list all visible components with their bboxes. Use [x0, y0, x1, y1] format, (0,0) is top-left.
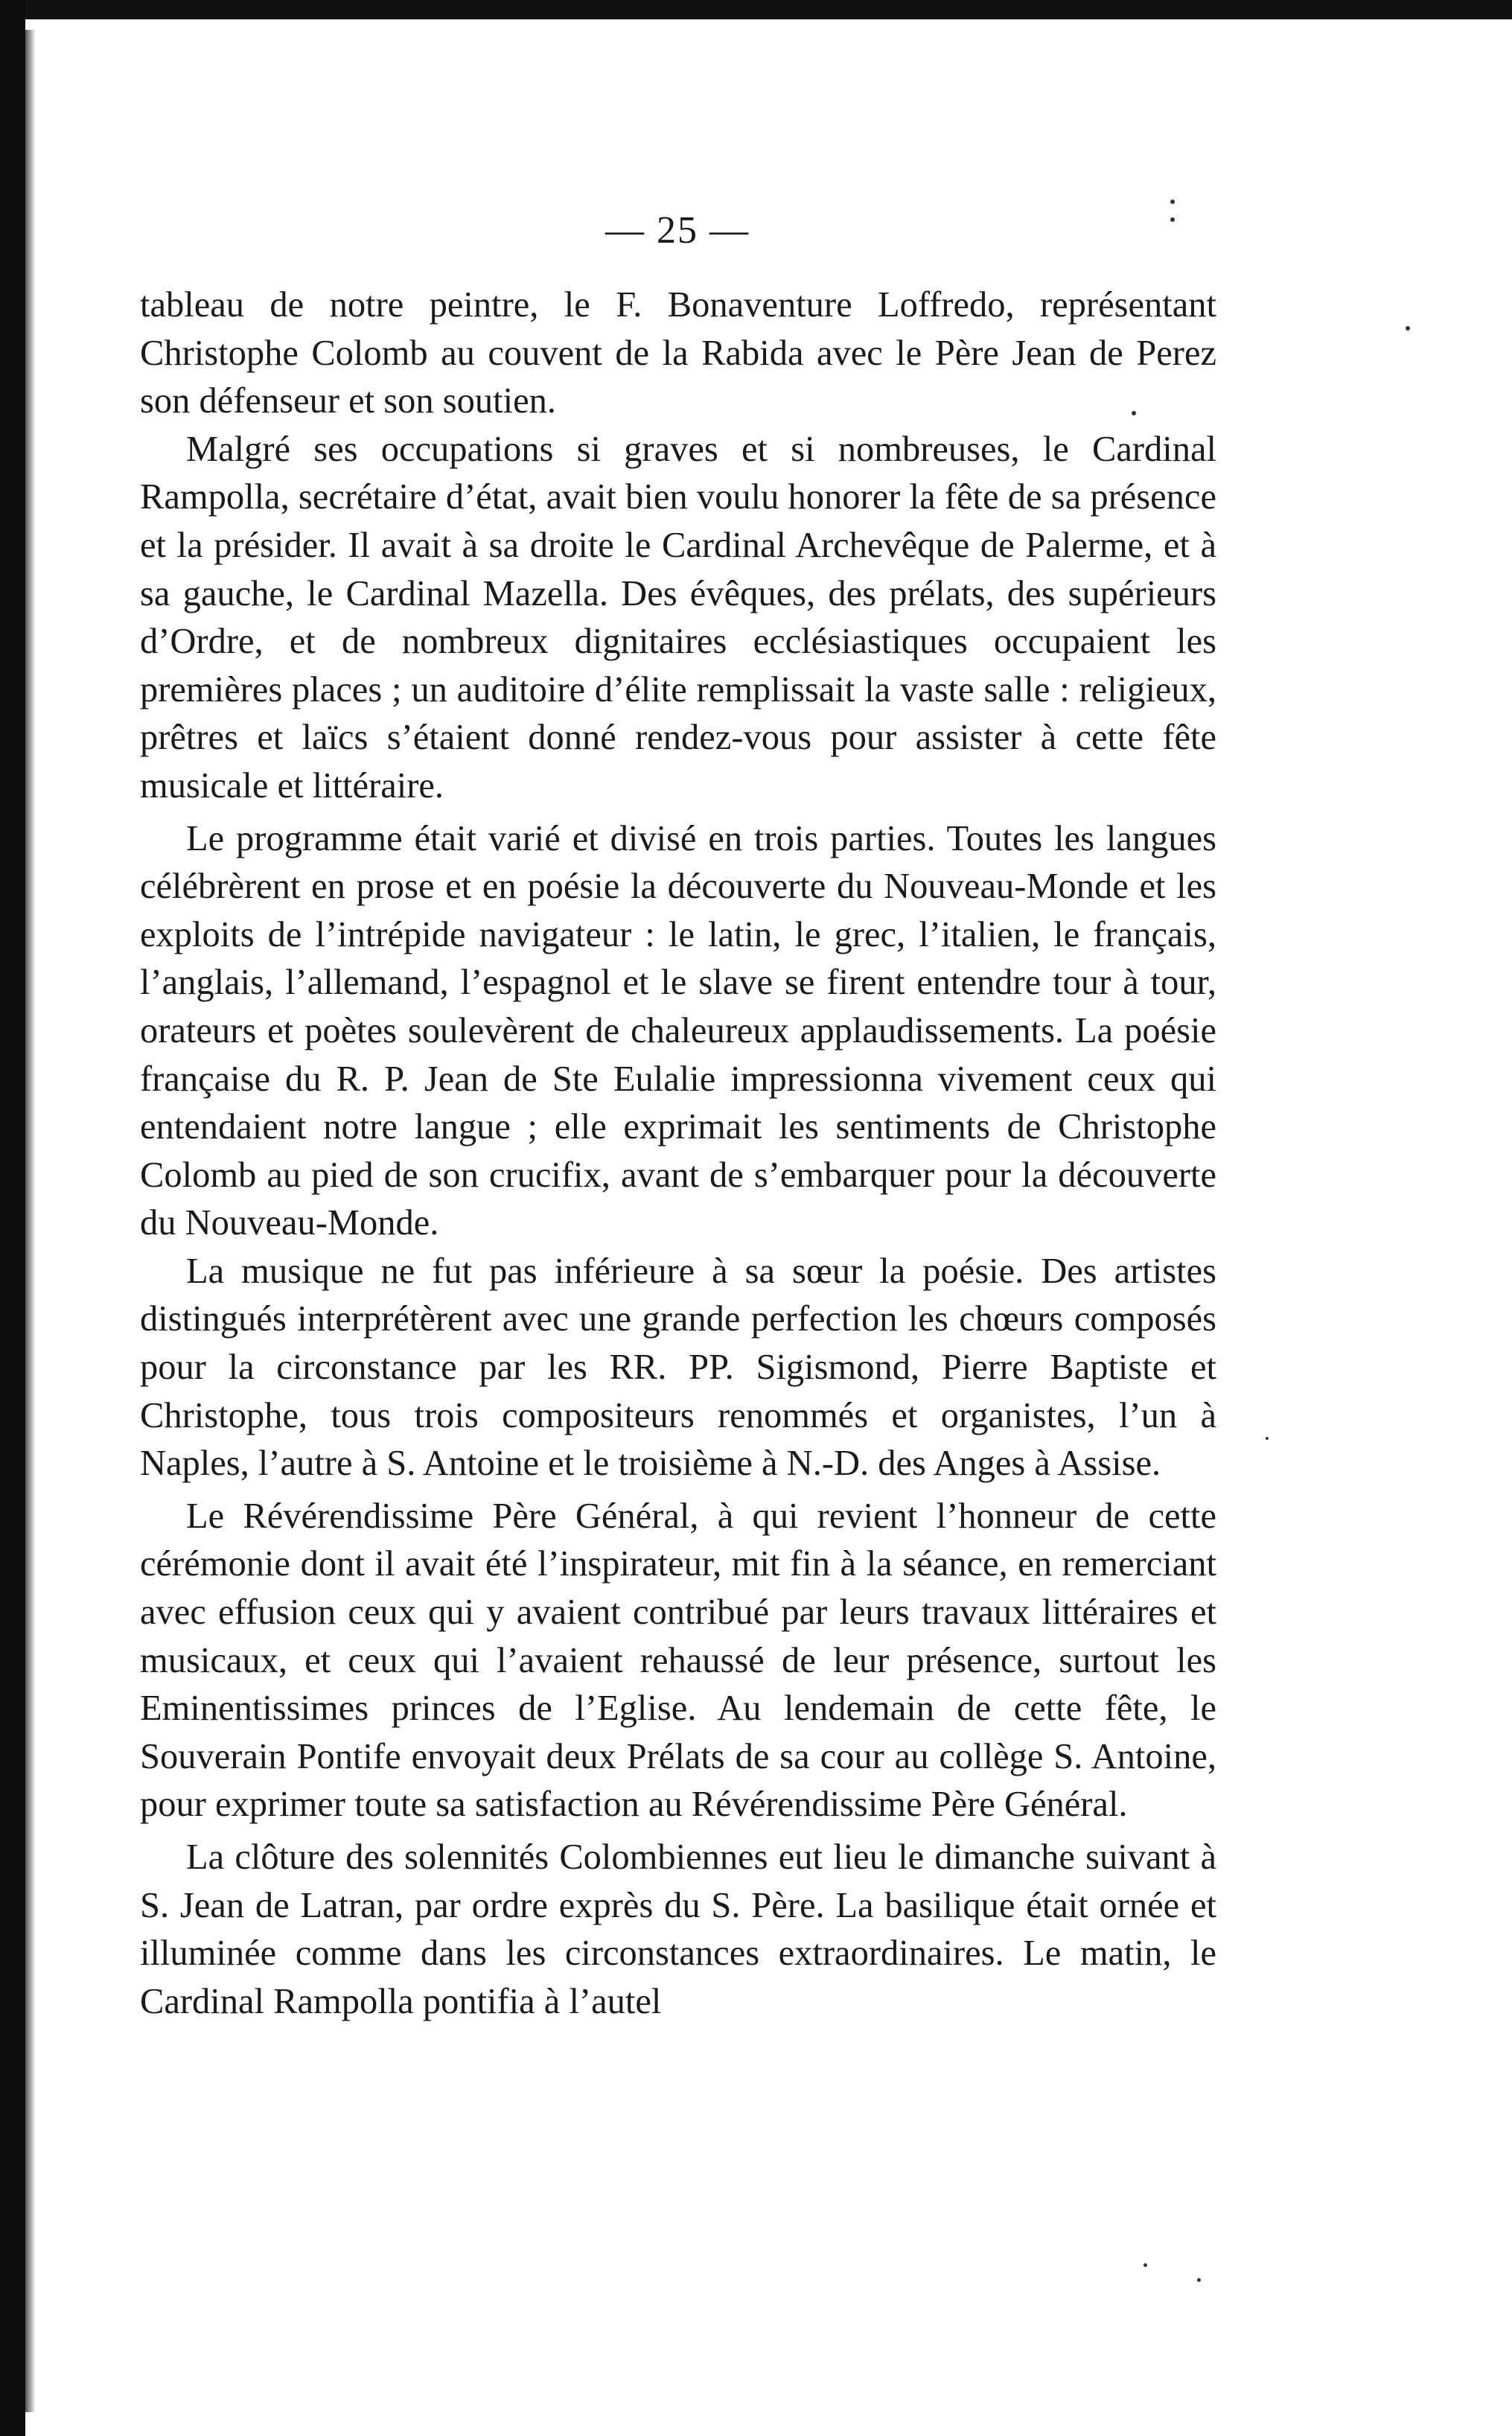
scan-speck	[1143, 2263, 1147, 2267]
scan-left-edge	[0, 0, 25, 2436]
paragraph-musique: La musique ne fut pas inférieure à sa sœur la poésie. Des artistes distingués interprétèrent avec une grande perfection les chœurs composés pour la circonstance par les RR. PP. Sigismond, Pierre Baptiste et Christophe, tous trois compositeurs renommés et organistes, l’un à Naples, l’autre à S. Antoine et le troisième à N.-D. des Anges à Assise.	[140, 1251, 1216, 1484]
page-body	[140, 281, 1216, 2026]
paragraph-cloture: La clôture des solennités Colombiennes eut lieu le dimanche suivant à S. Jean de Latran, par ordre exprès du S. Père. La basilique était ornée et illuminée comme dans les circonstances extraordinaires. Le matin, le Cardinal Rampolla pontifia à l’autel	[140, 1837, 1216, 2021]
scan-speck	[1170, 200, 1175, 204]
paragraph-cardinal-rampolla: Malgré ses occupations si graves et si nombreuses, le Cardinal Rampolla, secrétaire d’état, avait bien voulu honorer la fête de sa présence et la présider. Il avait à sa droite le Cardinal Archevêque de Palerme, et à sa gauche, le Cardinal Mazella. Des évêques, des prélats, des supérieurs d’Ordre, et de nombreux dignitaires ecclésiastiques occupaient les premières places ; un auditoire d’élite remplissait la vaste salle : religieux, prêtres et laïcs s’étaient donné rendez-vous pour assister à cette fête musicale et littéraire.	[140, 429, 1216, 806]
paragraph-continued: tableau de notre peintre, le F. Bonaventure Loffredo, représentant Christophe Colomb au couvent de la Rabida avec le Père Jean de Perez son défenseur et son soutien.	[140, 285, 1216, 421]
scan-speck	[1266, 1437, 1269, 1440]
scan-top-edge	[22, 0, 1512, 19]
paragraph-programme: Le programme était varié et divisé en trois parties. Toutes les langues célébrèrent en prose et en poésie la découverte du Nouveau-Monde et les exploits de l’intrépide navigateur : le latin, le grec, l’italien, le français, l’anglais, l’allemand, l’espagnol et le slave se firent entendre tour à tour, orateurs et poètes soulevèrent de chaleureux applaudissements. La poésie française du R. P. Jean de Ste Eulalie impressionna vivement ceux qui entendaient notre langue ; elle exprimait les sentiments de Christophe Colomb au pied de son crucifix, avant de s’embarquer pour la découverte du Nouveau-Monde.	[140, 818, 1216, 1243]
scan-speck	[1170, 217, 1175, 222]
scan-left-shadow	[25, 30, 36, 2412]
page-number: — 25 —	[605, 209, 750, 252]
scan-speck	[1197, 2278, 1201, 2282]
paragraph-pere-general: Le Révérendissime Père Général, à qui revient l’honneur de cette cérémonie dont il avait été l’inspirateur, mit fin à la séance, en remerciant avec effusion ceux qui y avaient contribué par leurs travaux littéraires et musicaux, et ceux qui l’avaient rehaussé de leur présence, surtout les Eminentissimes princes de l’Eglise. Au lendemain de cette fête, le Souverain Pontife envoyait deux Prélats de sa cour au collège S. Antoine, pour exprimer toute sa satisfaction au Révérendissime Père Général.	[140, 1496, 1216, 1825]
scan-speck	[1406, 326, 1410, 331]
